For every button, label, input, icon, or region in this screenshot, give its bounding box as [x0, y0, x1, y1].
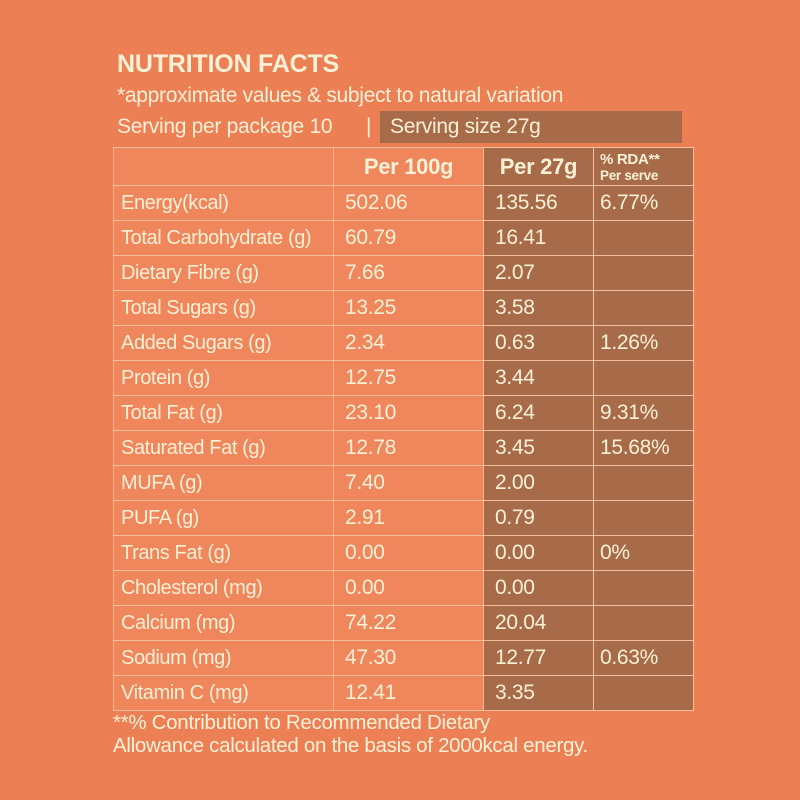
nutrient-name: Added Sugars (g)	[114, 326, 334, 361]
table-row	[114, 466, 694, 501]
per-100g-value: 13.25	[334, 291, 484, 326]
per-100g-value: 12.41	[334, 676, 484, 711]
table-row	[114, 676, 694, 711]
nutrient-name: Calcium (mg)	[114, 606, 334, 641]
approximate-values-note: *approximate values & subject to natural variation	[117, 84, 564, 107]
table-row	[114, 291, 694, 326]
per-100g-value: 12.78	[334, 431, 484, 466]
header-per-27g: Per 27g	[484, 148, 594, 186]
rda-value: 6.77%	[594, 186, 694, 221]
nutrient-name: Total Fat (g)	[114, 396, 334, 431]
header-rda	[594, 148, 694, 186]
per-27g-value: 12.77	[484, 641, 594, 676]
table-row	[114, 431, 694, 466]
rda-footnote-line2: Allowance calculated on the basis of 2000kcal energy.	[113, 734, 588, 757]
rda-value: 0.63%	[594, 641, 694, 676]
nutrient-name: Energy(kcal)	[114, 186, 334, 221]
table-row	[114, 326, 694, 361]
table-row	[114, 361, 694, 396]
table-row	[114, 396, 694, 431]
table-body	[114, 186, 694, 711]
header-nutrient-cell	[114, 148, 334, 186]
table-row	[114, 186, 694, 221]
per-27g-value: 0.63	[484, 326, 594, 361]
per-27g-value: 0.00	[484, 536, 594, 571]
rda-value	[594, 256, 694, 291]
rda-value	[594, 676, 694, 711]
table-row	[114, 501, 694, 536]
nutrient-name: Trans Fat (g)	[114, 536, 334, 571]
nutrient-name: Vitamin C (mg)	[114, 676, 334, 711]
rda-value: 0%	[594, 536, 694, 571]
serving-separator: |	[366, 115, 372, 138]
per-100g-value: 0.00	[334, 571, 484, 606]
rda-value: 15.68%	[594, 431, 694, 466]
nutrient-name: Saturated Fat (g)	[114, 431, 334, 466]
rda-value	[594, 606, 694, 641]
rda-value	[594, 361, 694, 396]
nutrient-name: Total Sugars (g)	[114, 291, 334, 326]
per-27g-value: 135.56	[484, 186, 594, 221]
rda-value	[594, 291, 694, 326]
nutrient-name: MUFA (g)	[114, 466, 334, 501]
per-27g-value: 0.79	[484, 501, 594, 536]
per-27g-value: 3.45	[484, 431, 594, 466]
per-27g-value: 3.58	[484, 291, 594, 326]
table-row	[114, 641, 694, 676]
table-row	[114, 606, 694, 641]
rda-value	[594, 501, 694, 536]
serving-size-badge: Serving size 27g	[380, 111, 682, 143]
table-header-row	[114, 148, 694, 186]
rda-value	[594, 571, 694, 606]
per-27g-value: 2.00	[484, 466, 594, 501]
nutrient-name: Dietary Fibre (g)	[114, 256, 334, 291]
serving-per-package-label: Serving per package 10	[117, 115, 333, 138]
per-100g-value: 502.06	[334, 186, 484, 221]
nutrition-table	[113, 147, 694, 711]
per-100g-value: 7.40	[334, 466, 484, 501]
per-100g-value: 0.00	[334, 536, 484, 571]
rda-value: 1.26%	[594, 326, 694, 361]
rda-value	[594, 221, 694, 256]
per-27g-value: 6.24	[484, 396, 594, 431]
rda-footnote-line1: **% Contribution to Recommended Dietary	[113, 711, 490, 734]
per-27g-value: 3.35	[484, 676, 594, 711]
nutrient-name: Protein (g)	[114, 361, 334, 396]
page-title: NUTRITION FACTS	[117, 50, 339, 78]
rda-footnote	[113, 711, 588, 757]
nutrient-name: Cholesterol (mg)	[114, 571, 334, 606]
header-rda-line1: % RDA**	[600, 150, 660, 168]
per-100g-value: 60.79	[334, 221, 484, 256]
header-rda-line2: Per serve	[600, 167, 659, 183]
per-27g-value: 0.00	[484, 571, 594, 606]
per-100g-value: 12.75	[334, 361, 484, 396]
table-row	[114, 571, 694, 606]
per-100g-value: 47.30	[334, 641, 484, 676]
table-row	[114, 221, 694, 256]
per-100g-value: 2.34	[334, 326, 484, 361]
per-27g-value: 16.41	[484, 221, 594, 256]
per-100g-value: 23.10	[334, 396, 484, 431]
nutrient-name: Sodium (mg)	[114, 641, 334, 676]
table-header	[114, 148, 694, 186]
per-100g-value: 74.22	[334, 606, 484, 641]
per-27g-value: 2.07	[484, 256, 594, 291]
rda-value: 9.31%	[594, 396, 694, 431]
per-27g-value: 3.44	[484, 361, 594, 396]
per-100g-value: 7.66	[334, 256, 484, 291]
header-per-100g: Per 100g	[334, 148, 484, 186]
table-row	[114, 536, 694, 571]
nutrient-name: Total Carbohydrate (g)	[114, 221, 334, 256]
per-27g-value: 20.04	[484, 606, 594, 641]
per-100g-value: 2.91	[334, 501, 484, 536]
nutrient-name: PUFA (g)	[114, 501, 334, 536]
rda-value	[594, 466, 694, 501]
table-row	[114, 256, 694, 291]
